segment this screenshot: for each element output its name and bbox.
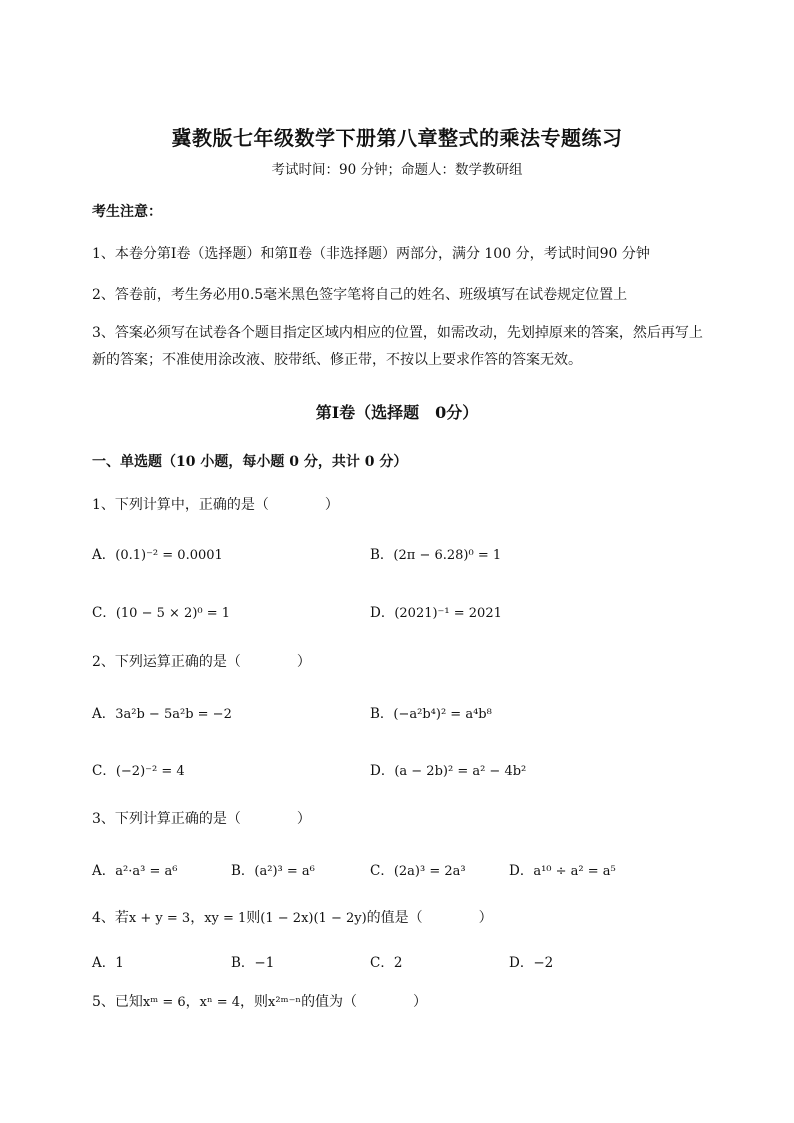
- question-3-stem: 3、下列计算正确的是（ ）: [92, 811, 311, 827]
- option-label: A．: [92, 547, 116, 563]
- option-label: D．: [370, 763, 395, 779]
- question-1-option-c: [92, 601, 230, 621]
- stem-text: 则: [246, 910, 261, 926]
- question-2-stem: 2、下列运算正确的是（ ）: [92, 654, 311, 670]
- option-math: (0.1)⁻² = 0.0001: [115, 548, 223, 563]
- stem-math: x + y = 3: [128, 911, 191, 926]
- question-2-option-d: [370, 759, 526, 779]
- question-2-option-a: [92, 702, 232, 722]
- option-math: (a²)³ = a⁶: [254, 864, 315, 879]
- stem-text: 5、已知: [92, 994, 143, 1010]
- option-math: (−a²b⁴)² = a⁴b⁸: [393, 707, 492, 722]
- stem-math: xy = 1: [204, 911, 247, 926]
- option-math: (−2)⁻² = 4: [115, 764, 185, 779]
- option-label: B．: [370, 706, 394, 722]
- stem-text: ，: [185, 994, 200, 1010]
- option-label: D．: [509, 863, 534, 879]
- option-label: C．: [92, 763, 116, 779]
- question-4-option-c: C．2: [370, 955, 403, 971]
- notice-item-1: 1、本卷分第Ⅰ卷（选择题）和第Ⅱ卷（非选择题）两部分，满分 100 分，考试时间90 分钟: [92, 246, 650, 262]
- question-group-heading: 一、单选题（10 小题，每小题 0 分，共计 0 分）: [92, 454, 408, 470]
- stem-text: 的值为（ ）: [301, 994, 428, 1010]
- question-1-stem: 1、下列计算中，正确的是（ ）: [92, 497, 339, 513]
- option-label: C．: [92, 605, 116, 621]
- question-4-option-d: D．−2: [509, 955, 554, 971]
- page-title: 冀教版七年级数学下册第八章整式的乘法专题练习: [171, 126, 623, 150]
- option-label: A．: [92, 706, 116, 722]
- stem-math: xᵐ = 6: [142, 995, 186, 1010]
- option-math: a²·a³ = a⁶: [115, 864, 178, 879]
- notice-item-3: 3、答案必须写在试卷各个题目指定区域内相应的位置，如需改动，先划掉原来的答案，然后再写上新的答案；不准使用涂改液、胶带纸、修正带，不按以上要求作答的答案无效。: [92, 325, 703, 368]
- question-4-stem: [92, 907, 493, 927]
- question-1-option-d: [370, 601, 502, 621]
- option-math: (2021)⁻¹ = 2021: [394, 606, 502, 621]
- question-2-option-c: [92, 759, 185, 779]
- option-math: (10 − 5 × 2)⁰ = 1: [115, 606, 231, 621]
- stem-text: 的值是（ ）: [366, 910, 493, 926]
- notice-heading: 考生注意：: [92, 204, 162, 220]
- notice-item-2: 2、答卷前，考生务必用0.5毫米黑色签字笔将自己的姓名、班级填写在试卷规定位置上: [92, 287, 628, 303]
- stem-text: ，则: [240, 994, 269, 1010]
- question-3-option-a: [92, 859, 177, 879]
- question-5-stem: [92, 991, 427, 1011]
- question-4-option-a: A．1: [92, 955, 124, 971]
- stem-math: (1 − 2x)(1 − 2y): [260, 911, 367, 926]
- section-title: 第Ⅰ卷（选择题 0分）: [315, 403, 479, 422]
- question-2-option-b: [370, 702, 492, 722]
- stem-text: ，: [190, 910, 205, 926]
- exam-info: 考试时间：90 分钟；命题人：数学教研组: [271, 162, 523, 178]
- question-4-option-b: B．−1: [231, 955, 275, 971]
- option-math: (2π − 6.28)⁰ = 1: [393, 548, 502, 563]
- option-math: a¹⁰ ÷ a² = a⁵: [533, 864, 616, 879]
- question-1-option-b: [370, 543, 501, 563]
- question-1-option-a: [92, 543, 223, 563]
- option-label: C．: [370, 863, 394, 879]
- option-label: B．: [231, 863, 255, 879]
- stem-math: x²ᵐ⁻ⁿ: [268, 995, 302, 1010]
- option-math: 3a²b − 5a²b = −2: [115, 707, 232, 722]
- option-label: B．: [370, 547, 394, 563]
- option-math: (a − 2b)² = a² − 4b²: [394, 764, 527, 779]
- question-3-option-d: [509, 859, 616, 879]
- option-label: A．: [92, 863, 116, 879]
- question-3-option-c: [370, 859, 466, 879]
- option-label: D．: [370, 605, 395, 621]
- stem-math: xⁿ = 4: [199, 995, 241, 1010]
- stem-text: 4、若: [92, 910, 129, 926]
- option-math: (2a)³ = 2a³: [393, 864, 466, 879]
- question-3-option-b: [231, 859, 315, 879]
